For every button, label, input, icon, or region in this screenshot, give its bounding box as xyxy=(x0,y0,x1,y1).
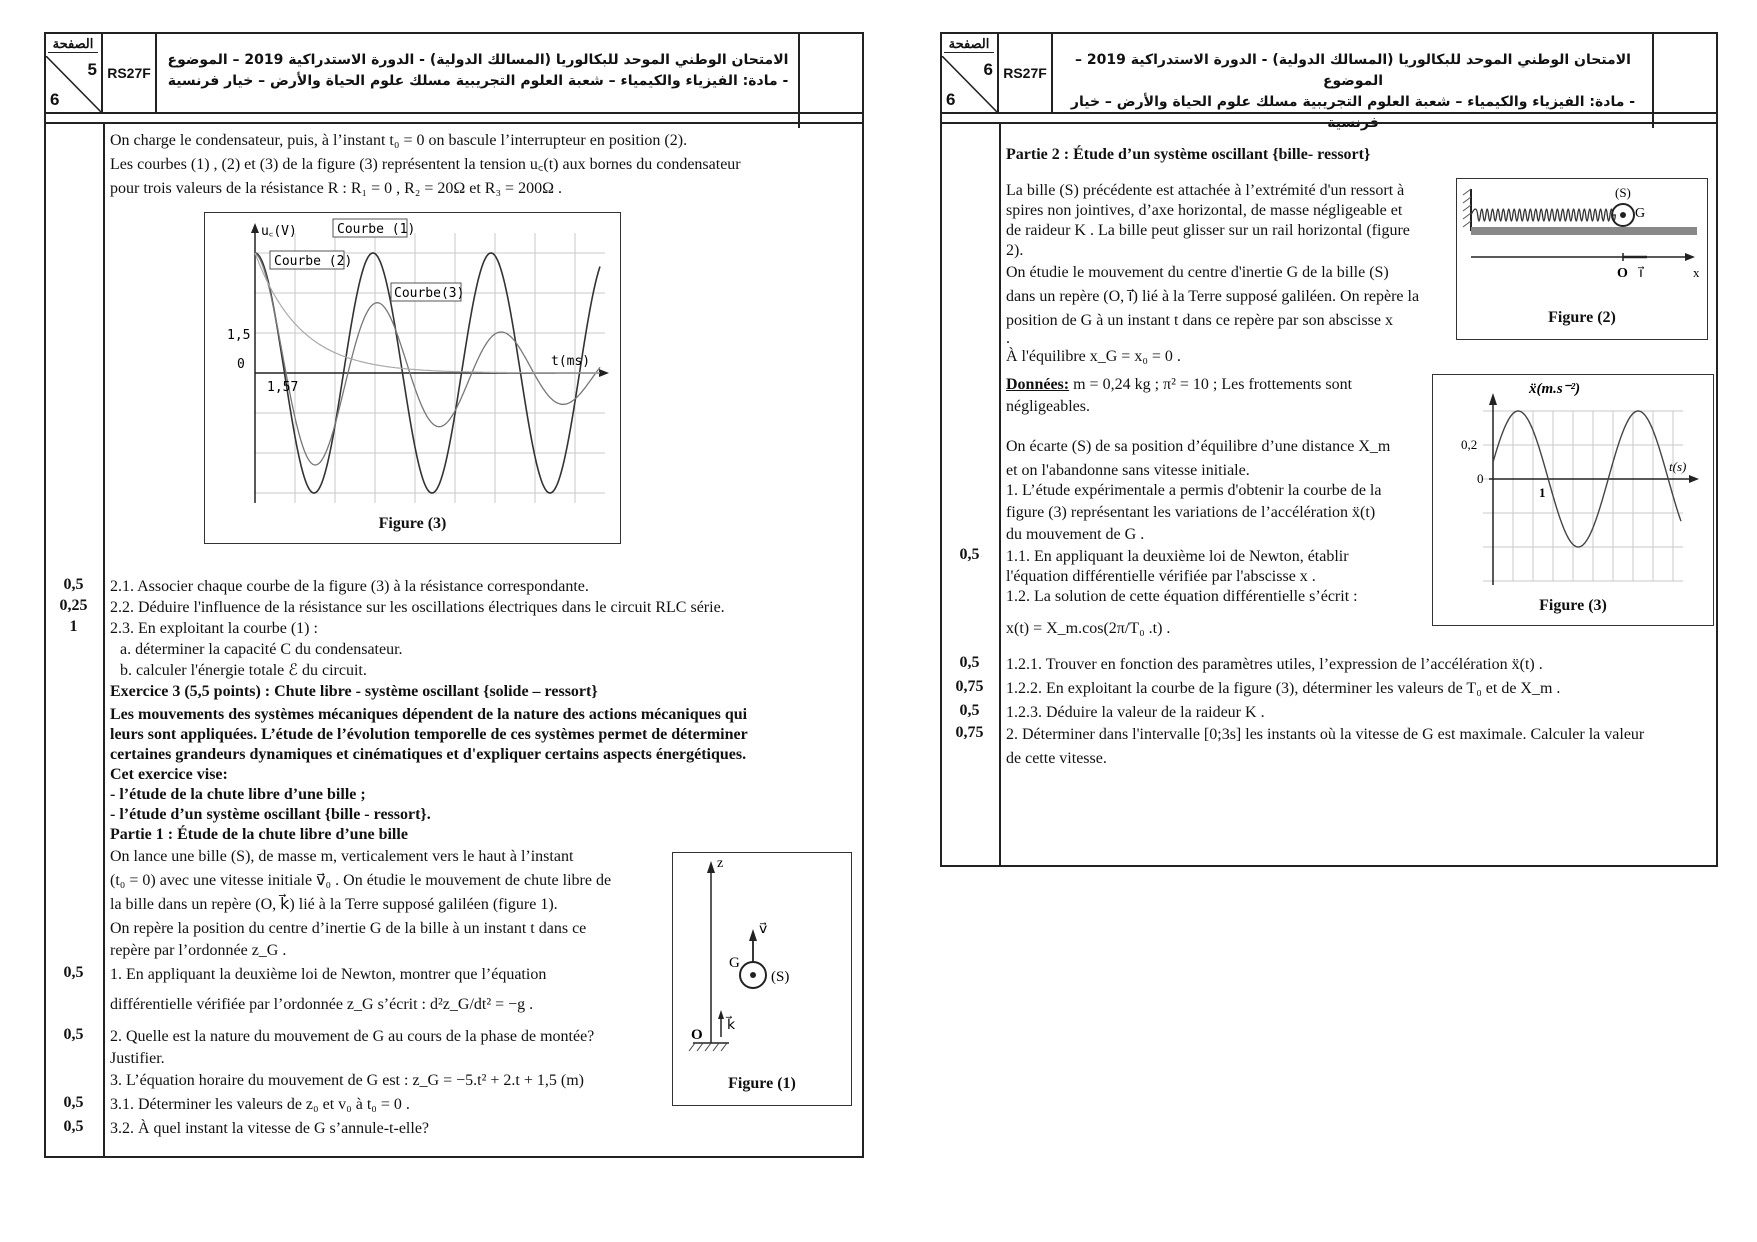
x-tick-label: 1,57 xyxy=(267,380,299,395)
page-body xyxy=(46,122,862,1156)
current-page: 5 xyxy=(87,60,97,79)
spring-coil xyxy=(1471,209,1615,221)
unit-vector-label: k⃗ xyxy=(727,1018,736,1033)
center-label: G xyxy=(1635,206,1646,221)
question-text: 2. Quelle est la nature du mouvement de G au cours de la phase de montée? xyxy=(110,1028,595,1045)
part-2-line: position de G à un instant t dans ce repère par son abscisse x xyxy=(1006,312,1394,329)
question-text: 3.1. Déterminer les valeurs de z₀ et v₀ à t₀ = 0 . xyxy=(110,1096,410,1113)
question-mark: 0,5 xyxy=(959,546,980,563)
question-text: 2.2. Déduire l'influence de la résistance sur les oscillations électriques dans le circuit RLC série. xyxy=(110,599,725,616)
question-text: 3. L’équation horaire du mouvement de G est : z_G = −5.t² + 2.t + 1,5 (m) xyxy=(110,1072,584,1089)
free-fall-diagram xyxy=(673,853,851,1073)
question-text: différentielle vérifiée par l’ordonnée z_G s’écrit : d²z_G/dt² = −g . xyxy=(110,996,534,1013)
question-text: 1.2.2. En exploitant la courbe de la figure (3), déterminer les valeurs de T₀ et de X_m . xyxy=(1006,680,1561,697)
part-1-line: la bille dans un repère (O, k⃗) lié à la Terre supposé galiléen (figure 1). xyxy=(110,896,558,913)
current-page: 6 xyxy=(983,60,993,79)
question-text: 2. Déterminer dans l'intervalle [0;3s] les instants où la vitesse de G est maximale. Calculer la valeur xyxy=(1006,726,1645,743)
part-1-title: Partie 1 : Étude de la chute libre d’une bille xyxy=(110,826,408,843)
part-2-line: La bille (S) précédente est attachée à l’extrémité d'un ressort à xyxy=(1006,182,1405,199)
exam-page-6 xyxy=(940,32,1718,867)
question-text: 1. En appliquant la deuxième loi de Newton, montrer que l’équation xyxy=(110,966,547,983)
origin-label: 0 xyxy=(1477,471,1484,486)
question-mark: 0,5 xyxy=(959,654,980,671)
figure-caption: Figure (1) xyxy=(728,1075,796,1092)
acceleration-chart xyxy=(1433,375,1713,595)
part-2-line: On étudie le mouvement du centre d'inertie G de la bille (S) xyxy=(1006,264,1389,281)
marks-column xyxy=(46,124,105,1156)
part-2-line: figure (3) représentant les variations de l’accélération ẍ(t) xyxy=(1006,504,1376,521)
part-2-line: dans un repère (O, i⃗) lié à la Terre supposé galiléen. On repère la xyxy=(1006,288,1420,305)
exam-code: RS27F xyxy=(103,34,157,112)
center-label: G xyxy=(729,955,740,971)
page-header xyxy=(942,34,1716,131)
part-2-line: À l'équilibre x_G = x₀ = 0 . xyxy=(1006,348,1181,365)
z-axis-label: z xyxy=(717,856,724,871)
exam-title xyxy=(158,34,800,128)
part-1-line: On lance une bille (S), de masse m, verticalement vers le haut à l’instant xyxy=(110,848,574,865)
question-mark: 0,5 xyxy=(63,1094,84,1111)
body-label: (S) xyxy=(771,969,790,985)
question-text: 2.3. En exploitant la courbe (1) : xyxy=(110,620,318,637)
intro-line: pour trois valeurs de la résistance R : R₁ = 0 , R₂ = 20Ω et R₃ = 200Ω . xyxy=(110,180,562,197)
part-1-line: On repère la position du centre d’inertie G de la bille à un instant t dans ce xyxy=(110,920,587,937)
figure-3-acceleration xyxy=(1432,374,1714,626)
question-mark: 0,75 xyxy=(955,678,984,695)
part-1-line: (t₀ = 0) avec une vitesse initiale v⃗₀ . On étudie le mouvement de chute libre de xyxy=(110,872,612,889)
exam-code: RS27F xyxy=(999,34,1053,112)
part-2-line: 1. L’étude expérimentale a permis d'obtenir la courbe de la xyxy=(1006,482,1382,499)
question-text: 1.2. La solution de cette équation différentielle s’écrit : xyxy=(1006,588,1358,605)
page-number-box xyxy=(942,34,999,112)
exam-page-5 xyxy=(44,32,864,1158)
figure-caption: Figure (3) xyxy=(1539,597,1607,614)
part-2-line: et on l'abandonne sans vitesse initiale. xyxy=(1006,462,1250,479)
velocity-label: v⃗ xyxy=(759,922,768,937)
part-2-line: du mouvement de G . xyxy=(1006,526,1145,543)
part-2-title: Partie 2 : Étude d’un système oscillant {bille- ressort} xyxy=(1006,146,1371,163)
body-label: (S) xyxy=(1615,185,1631,200)
part-2-line: On écarte (S) de sa position d’équilibre d’une distance X_m xyxy=(1006,438,1391,455)
question-mark: 0,5 xyxy=(63,964,84,981)
question-text: x(t) = X_m.cos(2π/T₀ .t) . xyxy=(1006,620,1171,637)
title-line-2: - مادة: الفيزياء والكيمياء – شعبة العلوم التجريبية مسلك علوم الحياة والأرض – خيار فرنسية xyxy=(167,73,789,89)
page-number-box xyxy=(46,34,103,112)
figure-1-free-fall xyxy=(672,852,852,1106)
total-pages: 6 xyxy=(50,90,60,109)
unit-vector-label: i⃗ xyxy=(1639,266,1643,281)
part-2-line: spires non jointives, d’axe horizontal, de masse négligeable et xyxy=(1006,202,1403,219)
question-mark: 0,5 xyxy=(63,1118,84,1135)
origin-label: O xyxy=(691,1027,703,1043)
question-mark: 0,5 xyxy=(63,576,84,593)
donnees-text: m = 0,24 kg ; π² = 10 ; Les frottements sont xyxy=(1073,376,1353,393)
exercise-intro-line: leurs sont appliquées. L’étude de l’évolution temporelle de ces systèmes permet de déterminer xyxy=(110,726,748,743)
question-text: l'équation différentielle vérifiée par l'abscisse x . xyxy=(1006,568,1316,585)
intro-line: Les courbes (1) , (2) et (3) de la figure (3) représentent la tension u꜀(t) aux bornes du condensateur xyxy=(110,156,741,173)
figure-3-circuit xyxy=(204,212,621,544)
intro-line: On charge le condensateur, puis, à l’instant t₀ = 0 on bascule l’interrupteur en position (2). xyxy=(110,132,688,149)
question-text: Justifier. xyxy=(110,1050,165,1067)
part-2-line: 2). xyxy=(1006,242,1024,259)
donnees-line xyxy=(1006,374,1352,396)
question-mark: 0,25 xyxy=(59,597,88,614)
question-text: a. déterminer la capacité C du condensateur. xyxy=(120,641,403,658)
question-text: 1.1. En appliquant la deuxième loi de Newton, établir xyxy=(1006,548,1349,565)
y-tick-label: 0,2 xyxy=(1461,437,1478,452)
part-1-line: repère par l’ordonnée z_G . xyxy=(110,942,287,959)
page-body xyxy=(942,122,1716,865)
y-tick-label: 1,5 xyxy=(227,328,251,343)
figure-caption: Figure (3) xyxy=(378,515,447,532)
x-axis-label: t(s) xyxy=(1669,459,1687,474)
blank-box xyxy=(1656,34,1716,112)
y-axis-label: u꜀(V) xyxy=(261,224,297,239)
exercise-intro-line: certaines grandeurs dynamiques et cinématiques et d'expliquer certains aspects énergétiques. xyxy=(110,746,747,763)
question-text: 1.2.1. Trouver en fonction des paramètres utiles, l’expression de l’accélération ẍ(t) . xyxy=(1006,656,1543,673)
donnees-label: Données: xyxy=(1006,376,1070,393)
spring-diagram xyxy=(1457,179,1707,309)
exercise-title: Exercice 3 (5,5 points) : Chute libre - système oscillant {solide – ressort} xyxy=(110,683,598,700)
x-tick-label: 1 xyxy=(1539,485,1546,500)
origin-label: O xyxy=(1617,266,1628,281)
exercise-intro-line: - l’étude de la chute libre d’une bille ; xyxy=(110,786,366,803)
donnees-line: négligeables. xyxy=(1006,398,1090,415)
marks-column xyxy=(942,124,1001,865)
question-mark: 0,5 xyxy=(63,1026,84,1043)
question-mark: 0,5 xyxy=(959,702,980,719)
curve-1-label: Courbe (1) xyxy=(337,222,416,237)
question-mark: 1 xyxy=(69,618,78,635)
part-2-line: . xyxy=(1006,330,1010,347)
question-text: de cette vitesse. xyxy=(1006,750,1107,767)
exercise-intro-line: - l’étude d’un système oscillant {bille - ressort}. xyxy=(110,806,431,823)
figure-caption: Figure (2) xyxy=(1548,309,1616,326)
question-mark: 0,75 xyxy=(955,724,984,741)
curve-3-path xyxy=(255,253,600,373)
question-text: 1.2.3. Déduire la valeur de la raideur K . xyxy=(1006,704,1265,721)
blank-box xyxy=(802,34,862,112)
part-2-line: de raideur K . La bille peut glisser sur un rail horizontal (figure xyxy=(1006,222,1410,239)
curve-2-label: Courbe (2) xyxy=(274,254,353,269)
title-line-1: الامتحان الوطني الموحد للبكالوريا (المسالك الدولية) - الدورة الاستدراكية 2019 – الموضوع xyxy=(1075,52,1631,89)
x-axis-label: t(ms) xyxy=(551,354,591,369)
exercise-intro-line: Les mouvements des systèmes mécaniques dépendent de la nature des actions mécaniques qui xyxy=(110,706,748,723)
oscillation-chart xyxy=(205,213,620,513)
title-line-1: الامتحان الوطني الموحد للبكالوريا (المسالك الدولية) - الدورة الاستدراكية 2019 – الموضوع xyxy=(167,52,789,68)
question-text: 2.1. Associer chaque courbe de la figure (3) à la résistance correspondante. xyxy=(110,578,589,595)
curve-3-label: Courbe(3) xyxy=(394,286,465,301)
page-header xyxy=(46,34,862,114)
y-axis-label: ẍ(m.s⁻²) xyxy=(1529,381,1581,397)
page-label: الصفحة xyxy=(48,36,98,53)
figure-2-spring xyxy=(1456,178,1708,340)
x-axis-label: x xyxy=(1693,265,1700,280)
origin-label: 0 xyxy=(237,357,245,372)
exam-title xyxy=(1054,34,1654,131)
question-text: b. calculer l'énergie totale ℰ du circuit. xyxy=(120,662,367,679)
total-pages: 6 xyxy=(946,90,956,109)
question-text: 3.2. À quel instant la vitesse de G s’annule-t-elle? xyxy=(110,1120,430,1137)
exercise-intro-line: Cet exercice vise: xyxy=(110,766,228,783)
page-label: الصفحة xyxy=(944,36,994,53)
title-line-2: - مادة: الفيزياء والكيمياء – شعبة العلوم التجريبية مسلك علوم الحياة والأرض – خيار فرنسية xyxy=(1070,94,1636,131)
